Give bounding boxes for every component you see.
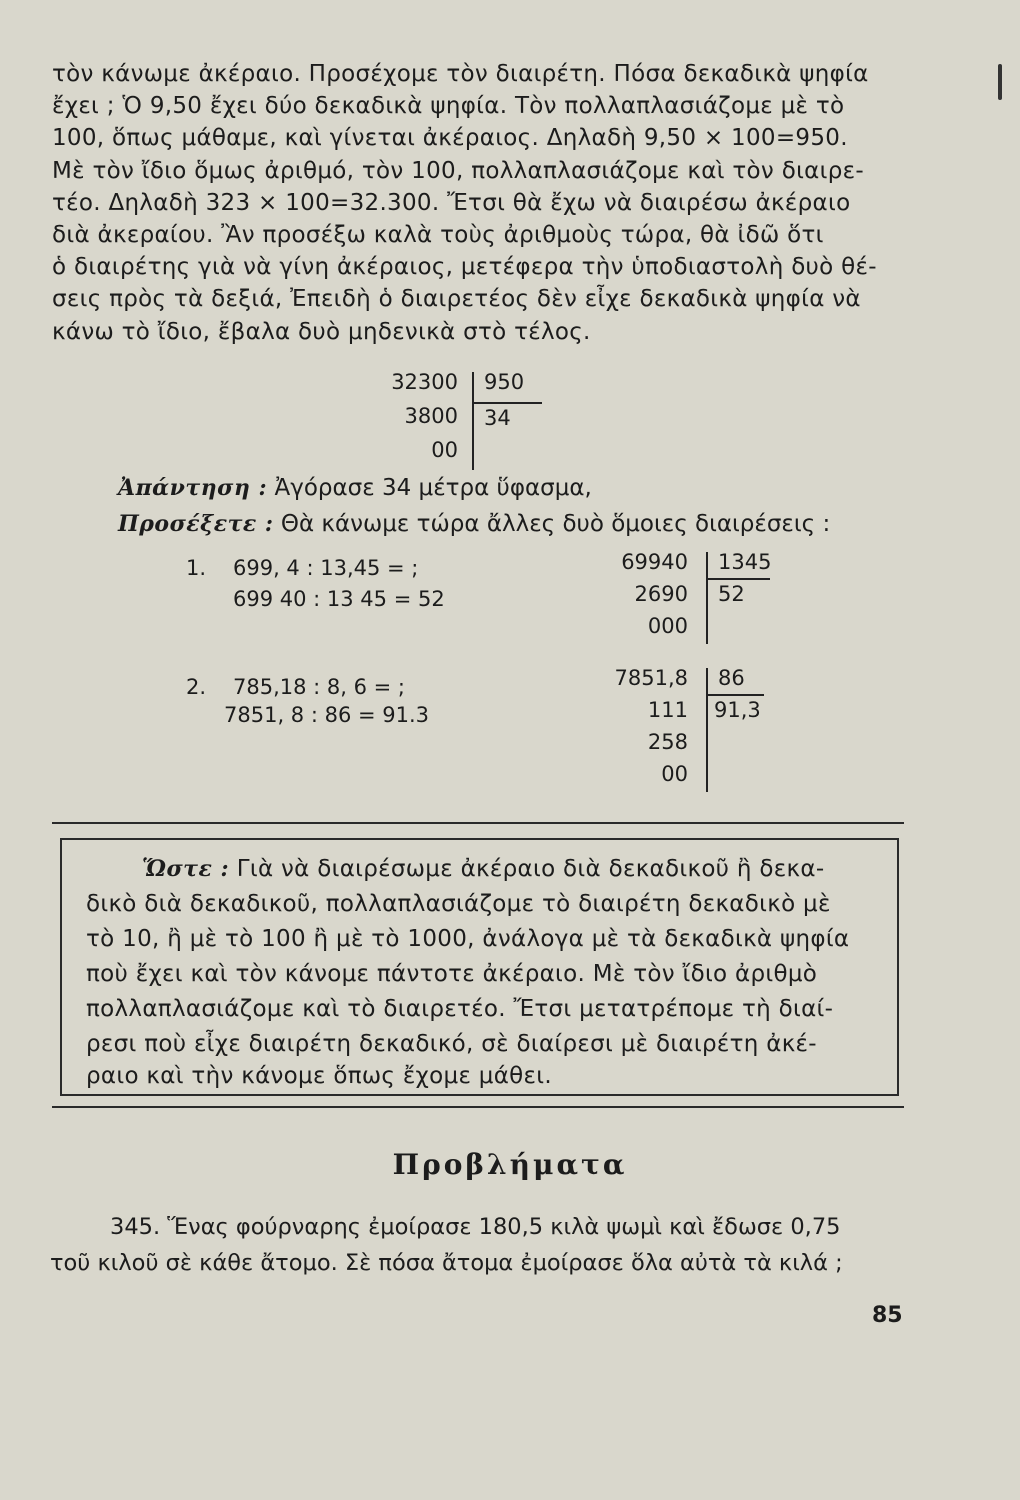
- quotient: 52: [718, 582, 745, 606]
- example-division: [590, 666, 790, 796]
- example-number: 1.: [186, 556, 207, 580]
- paragraph-line: Μὲ τὸν ἴδιο ὅμως ἀριθμό, τὸν 100, πολλαπλασιάζομε καὶ τὸν διαιρε-: [52, 157, 864, 184]
- attention-label: Προσέξετε :: [118, 511, 274, 537]
- example-number: 2.: [186, 675, 207, 699]
- division-step: 000: [647, 614, 688, 638]
- division-step: 111: [647, 698, 688, 722]
- explanation-paragraph: [52, 58, 912, 348]
- page-number: 85: [872, 1303, 903, 1328]
- dividend: 7851,8: [614, 666, 688, 690]
- rule-line: ραιο καὶ τὴν κάνομε ὅπως ἔχομε μάθει.: [86, 1063, 552, 1089]
- quotient-line: [472, 402, 542, 404]
- problem-line: τοῦ κιλοῦ σὲ κάθε ἄτομο. Σὲ πόσα ἄτομα ἐμοίρασε ὅλα αὐτὰ τὰ κιλά ;: [50, 1250, 843, 1276]
- answer-text: Ἀγόρασε 34 μέτρα ὕφασμα,: [274, 475, 592, 501]
- quotient-line: [706, 578, 770, 580]
- margin-mark: [998, 64, 1002, 100]
- dividend: 69940: [621, 550, 688, 574]
- attention-line: [118, 511, 830, 537]
- division-step: 00: [431, 438, 458, 462]
- problem-line: [60, 1210, 920, 1246]
- example-equation: 785,18 : 8, 6 = ;: [233, 675, 405, 699]
- rule-line: ποὺ ἔχει καὶ τὸν κάνομε πάντοτε ἀκέραιο. Μὲ τὸν ἴδιο ἀριθμὸ: [86, 961, 818, 987]
- divisor: 950: [484, 370, 525, 394]
- division-bar: [706, 552, 708, 644]
- quotient: 34: [484, 406, 511, 430]
- rule-box: [60, 838, 899, 1096]
- rule-text: Γιὰ νὰ διαιρέσωμε ἀκέραιο διὰ δεκαδικοῦ ἢ δεκα-: [236, 856, 825, 882]
- divisor: 86: [718, 666, 745, 690]
- example-equation: 7851, 8 : 86 = 91.3: [224, 703, 430, 727]
- divider: [52, 822, 904, 824]
- quotient: 91,3: [714, 698, 761, 722]
- rule-line: ρεσι ποὺ εἶχε διαιρέτη δεκαδικό, σὲ διαίρεσι μὲ διαιρέτη ἀκέ-: [86, 1031, 817, 1057]
- division-bar: [472, 372, 474, 470]
- divider: [52, 1106, 904, 1108]
- division-step: 2690: [634, 582, 688, 606]
- division-step: 00: [661, 762, 688, 786]
- paragraph-line: 100, ὅπως μάθαμε, καὶ γίνεται ἀκέραιος. Δηλαδὴ 9,50 × 100=950.: [52, 125, 848, 152]
- dividend: 32300: [391, 370, 458, 394]
- division-step: 258: [647, 730, 688, 754]
- main-division: [380, 370, 560, 470]
- paragraph-line: τὸν κάνωμε ἀκέραιο. Προσέχομε τὸν διαιρέτη. Πόσα δεκαδικὰ ψηφία: [52, 61, 869, 87]
- paragraph-line: σεις πρὸς τὰ δεξιά, Ἐπειδὴ ὁ διαιρετέος δὲν εἶχε δεκαδικὰ ψηφία νὰ: [52, 286, 861, 313]
- section-heading: Προβλήματα: [392, 1148, 628, 1181]
- rule-line: τὸ 10, ἢ μὲ τὸ 100 ἢ μὲ τὸ 1000, ἀνάλογα μὲ τὰ δεκαδικὰ ψηφία: [86, 926, 850, 952]
- paragraph-line: διὰ ἀκεραίου. Ἂν προσέξω καλὰ τοὺς ἀριθμοὺς τώρα, θὰ ἰδῶ ὅτι: [52, 221, 824, 248]
- example-equation: 699, 4 : 13,45 = ;: [233, 556, 419, 580]
- paragraph-line: κάνω τὸ ἴδιο, ἔβαλα δυὸ μηδενικὰ στὸ τέλος.: [52, 318, 591, 345]
- division-bar: [706, 668, 708, 792]
- division-step: 3800: [404, 404, 458, 428]
- attention-text: Θὰ κάνωμε τώρα ἄλλες δυὸ ὅμοιες διαιρέσεις :: [280, 511, 831, 537]
- rule-line: πολλαπλασιάζομε καὶ τὸ διαιρετέο. Ἔτσι μετατρέπομε τὴ διαί-: [86, 996, 834, 1022]
- quotient-line: [706, 694, 764, 696]
- example-equation: 699 40 : 13 45 = 52: [233, 587, 445, 611]
- answer-line: [118, 475, 592, 501]
- problem: [50, 1210, 920, 1282]
- rule-line: δικὸ διὰ δεκαδικοῦ, πολλαπλασιάζομε τὸ διαιρέτη δεκαδικὸ μὲ: [86, 891, 831, 917]
- divisor: 1345: [718, 550, 772, 574]
- paragraph-line: ὁ διαιρέτης γιὰ νὰ γίνη ἀκέραιος, μετέφερα τὴν ὑποδιαστολὴ δυὸ θέ-: [52, 254, 877, 281]
- problem-text: Ἕνας φούρναρης ἐμοίρασε 180,5 κιλὰ ψωμὶ καὶ ἔδωσε 0,75: [167, 1214, 841, 1240]
- example-division: [590, 550, 790, 650]
- rule-line: [142, 853, 882, 885]
- answer-label: Ἀπάντηση :: [118, 475, 268, 501]
- problem-number: 345.: [110, 1214, 161, 1240]
- rule-label: Ὥστε :: [142, 856, 230, 882]
- paragraph-line: ἔχει ; Ὁ 9,50 ἔχει δύο δεκαδικὰ ψηφία. Τὸν πολλαπλασιάζομε μὲ τὸ: [52, 93, 845, 120]
- paragraph-line: τέο. Δηλαδὴ 323 × 100=32.300. Ἔτσι θὰ ἔχω νὰ διαιρέσω ἀκέραιο: [52, 189, 851, 216]
